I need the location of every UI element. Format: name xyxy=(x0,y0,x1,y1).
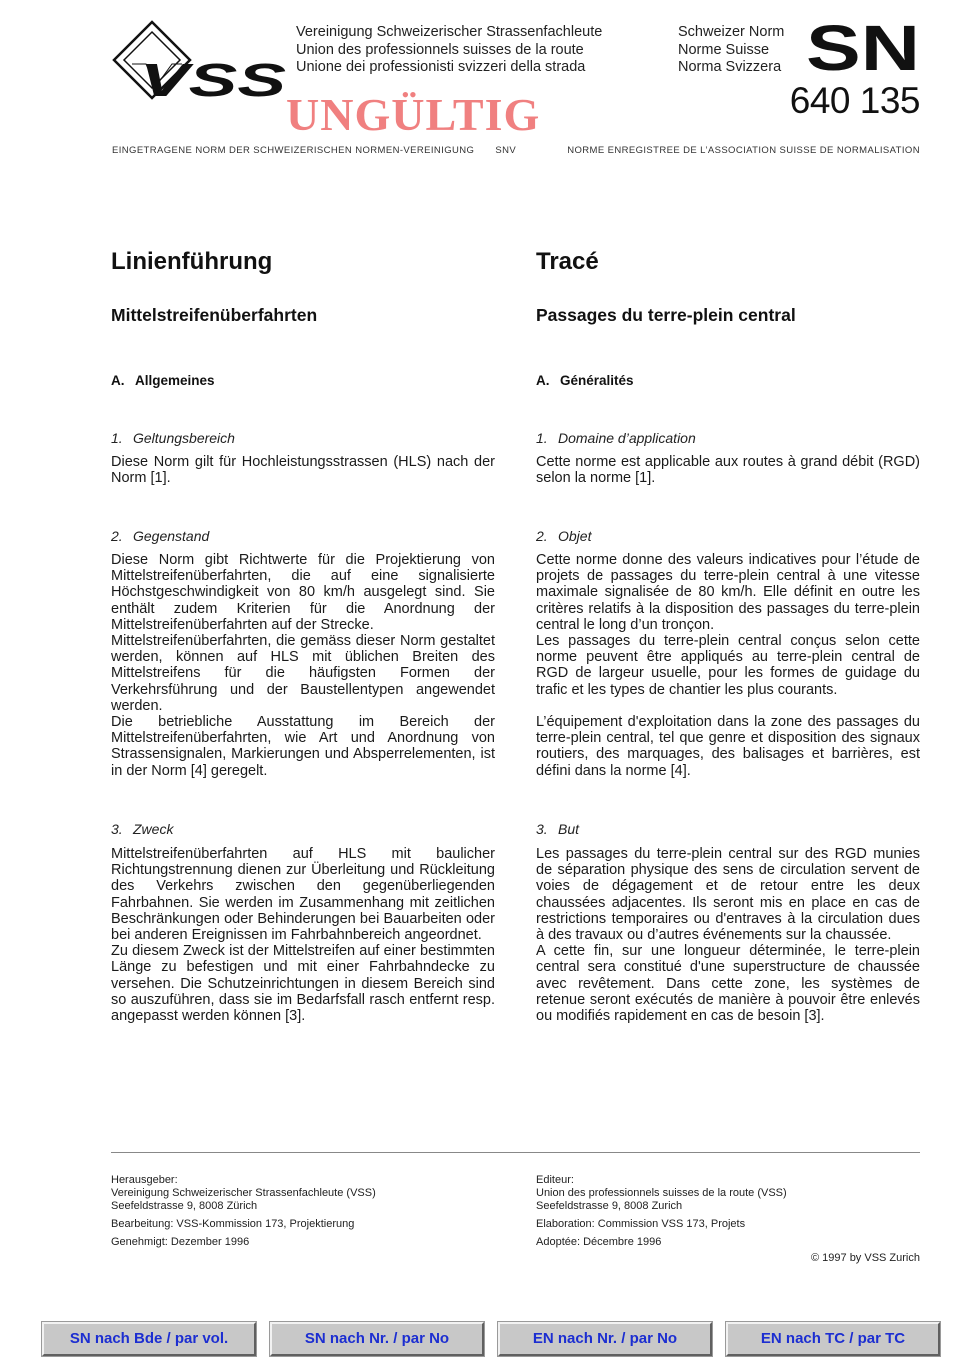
title-fr: Tracé xyxy=(536,248,599,275)
section-2-title-fr: Objet xyxy=(558,528,592,544)
publisher-name-de: Vereinigung Schweizerischer Strassenfachleute (VSS) xyxy=(111,1187,376,1199)
association-name-de: Vereinigung Schweizerischer Strassenfachleute xyxy=(296,24,603,40)
section-3-number-fr: 3. xyxy=(536,821,548,837)
imprint-fr xyxy=(536,1174,936,1254)
section-2-heading-fr xyxy=(536,527,591,545)
nav-en-by-tc-button[interactable]: EN nach TC / par TC xyxy=(726,1322,940,1356)
editing-de: Bearbeitung: VSS-Kommission 173, Projektierung xyxy=(111,1218,355,1230)
section-2-title-de: Gegenstand xyxy=(133,528,210,544)
footer-divider xyxy=(111,1152,920,1153)
section-1-heading-fr xyxy=(536,429,696,447)
sn-logo-text: SN xyxy=(806,22,920,72)
section-2-number-fr: 2. xyxy=(536,528,548,544)
association-name-it: Unione dei professionisti svizzeri della strada xyxy=(296,59,586,75)
section-3-heading-de xyxy=(111,820,173,838)
norm-type-fr: Norme Suisse xyxy=(678,41,770,58)
section-2-paragraph-3-fr: L’équipement d'exploitation dans la zone des passages du terre-plein central, tel que genre et disposition des signaux routiers, des marquages, des balisages et barrières, est défini dans la norme [4]. xyxy=(536,714,920,779)
section-3-paragraph-2-de: Zu diesem Zweck ist der Mittelstreifen auf einer bestimmten Länge zu befestigen und mit einer Fahrbahndecke zu versehen. Die Schutzeinrichtungen in diesem Bereich sind so auszuführen, dass sie im Bedarfsfall rasch entfernt resp. angepasst werden können [3]. xyxy=(111,943,495,1025)
registration-line xyxy=(112,145,920,157)
editing-fr: Elaboration: Commission VSS 173, Projets xyxy=(536,1218,746,1230)
registration-fr: NORME ENREGISTREE DE L’ASSOCIATION SUISSE DE NORMALISATION xyxy=(567,145,920,156)
section-3-number-de: 3. xyxy=(111,821,123,837)
publisher-name-fr: Union des professionnels suisses de la route (VSS) xyxy=(536,1187,787,1199)
section-3-text-de xyxy=(111,846,495,1024)
section-1-heading-de xyxy=(111,429,235,447)
section-2-paragraph-1-de: Diese Norm gibt Richtwerte für die Projektierung von Mittelstreifenüberfahrten, die auf eine signalisierte Höchstgeschwindigkeit von 80 km/h ausgelegt sind. Sie enthält zudem Kriterien für die Anordnung der Mittelstreifenüberfahrten auf der Strecke. xyxy=(111,552,495,633)
registration-center: SNV xyxy=(495,145,517,156)
publisher-label-de: Herausgeber: xyxy=(111,1174,178,1186)
registration-de: EINGETRAGENE NORM DER SCHWEIZERISCHEN NORMEN-VEREINIGUNG xyxy=(112,145,475,156)
section-2-number-de: 2. xyxy=(111,528,123,544)
norm-type-it: Norma Svizzera xyxy=(678,59,782,75)
vss-logo xyxy=(112,20,290,100)
section-2-text-de xyxy=(111,552,495,779)
norm-number: 640 135 xyxy=(789,80,920,121)
publisher-address-fr: Seefeldstrasse 9, 8008 Zurich xyxy=(536,1200,683,1212)
approved-fr: Adoptée: Décembre 1996 xyxy=(536,1236,662,1248)
nav-en-by-number-button[interactable]: EN nach Nr. / par No xyxy=(498,1322,712,1356)
section-1-paragraph-de: Diese Norm gilt für Hochleistungsstrassen (HLS) nach der Norm [1]. xyxy=(111,454,495,487)
title-de: Linienführung xyxy=(111,248,273,275)
section-a-title-de: Allgemeines xyxy=(135,373,215,388)
section-3-paragraph-2-fr: A cette fin, sur une longueur déterminée, le terre-plein central sera constitué d'une superstructure de chaussée avec revêtement. Dans cette zone, les systèmes de retenue seront exécutés de manière à pouvoir être enlevés ou modifiés rapidement en cas de besoin [3]. xyxy=(536,943,920,1025)
section-2-paragraph-1-fr: Cette norme donne des valeurs indicatives pour l’étude de projets de passages du terre-plein central à une vitesse maximale signalisée de 80 km/h. Elle définit en outre les critères relatifs à la disposition des passages du terre-plein central le long d’un tronçon. xyxy=(536,552,920,633)
subtitle-de: Mittelstreifenüberfahrten xyxy=(111,305,318,325)
section-1-number-de: 1. xyxy=(111,430,123,446)
norm-type-names xyxy=(678,24,784,77)
section-3-title-de: Zweck xyxy=(133,821,174,837)
section-1-title-fr: Domaine d’application xyxy=(558,430,696,446)
section-1-number-fr: 1. xyxy=(536,430,548,446)
vss-logo-text: VSS xyxy=(140,54,287,100)
section-3-heading-fr xyxy=(536,820,579,838)
section-3-paragraph-1-fr: Les passages du terre-plein central sur des RGD munies de séparation physique des sens de circulation servent de voies de dégagement et de retour entre les deux chaussées adjacentes. Ils seront mis en place en cas de restrictions temporaires ou d'entraves à la circulation dues à des travaux ou d’autres événements sur la chaussée. xyxy=(536,846,920,944)
section-1-title-de: Geltungsbereich xyxy=(133,430,235,446)
section-2-paragraph-2-fr: Les passages du terre-plein central conçus selon cette norme peuvent être appliqués au terre-plein central de RGD de largeur usuelle, pour les formes de guidage du trafic et les types de chantier les plus courants. xyxy=(536,633,920,698)
section-a-title-fr: Généralités xyxy=(560,373,634,388)
section-1-text-fr xyxy=(536,454,920,486)
sn-logo xyxy=(806,22,920,72)
association-names xyxy=(296,24,602,77)
section-1-text-de xyxy=(111,454,495,486)
imprint-de xyxy=(111,1174,511,1254)
section-1-paragraph-fr: Cette norme est applicable aux routes à grand débit (RGD) selon la norme [1]. xyxy=(536,454,920,487)
invalid-stamp: UNGÜLTIG xyxy=(286,89,541,140)
norm-type-de: Schweizer Norm xyxy=(678,24,785,40)
section-2-text-fr xyxy=(536,552,920,779)
section-a-number-de: A. xyxy=(111,373,125,388)
subtitle-fr: Passages du terre-plein central xyxy=(536,305,796,325)
approved-de: Genehmigt: Dezember 1996 xyxy=(111,1236,250,1248)
section-a-heading-de xyxy=(111,372,215,390)
publisher-label-fr: Editeur: xyxy=(536,1174,574,1186)
publisher-address-de: Seefeldstrasse 9, 8008 Zürich xyxy=(111,1200,258,1212)
section-2-heading-de xyxy=(111,527,209,545)
section-3-paragraph-1-de: Mittelstreifenüberfahrten auf HLS mit baulicher Richtungstrennung dienen zur Überleitung und Rückleitung des Verkehrs zwischen den gegenüberliegenden Fahrbahnen. Sie werden im Zusammenhang mit zeitlichen Beschränkungen oder Behinderungen bei Bauarbeiten oder bei anderen Ereignissen im Fahrbahnbereich angeordnet. xyxy=(111,846,495,944)
section-a-number-fr: A. xyxy=(536,373,550,388)
nav-sn-by-volume-button[interactable]: SN nach Bde / par vol. xyxy=(42,1322,256,1356)
association-name-fr: Union des professionnels suisses de la route xyxy=(296,41,584,58)
copyright: © 1997 by VSS Zurich xyxy=(811,1252,920,1264)
nav-sn-by-number-button[interactable]: SN nach Nr. / par No xyxy=(270,1322,484,1356)
section-2-paragraph-2-de: Mittelstreifenüberfahrten, die gemäss dieser Norm gestaltet werden, können auf HLS mit üblichen Breiten des Mittelstreifens für die häufigsten Formen der Verkehrsführung und der Baustellentypen angewendet werden. xyxy=(111,633,495,714)
section-3-title-fr: But xyxy=(558,821,580,837)
section-2-paragraph-3-de: Die betriebliche Ausstattung im Bereich der Mittelstreifenüberfahrten, wie Art und Anordnung von Strassensignalen, Markierungen und Absperrelementen, ist in der Norm [4] geregelt. xyxy=(111,714,495,779)
section-3-text-fr xyxy=(536,846,920,1024)
section-a-heading-fr xyxy=(536,372,634,390)
